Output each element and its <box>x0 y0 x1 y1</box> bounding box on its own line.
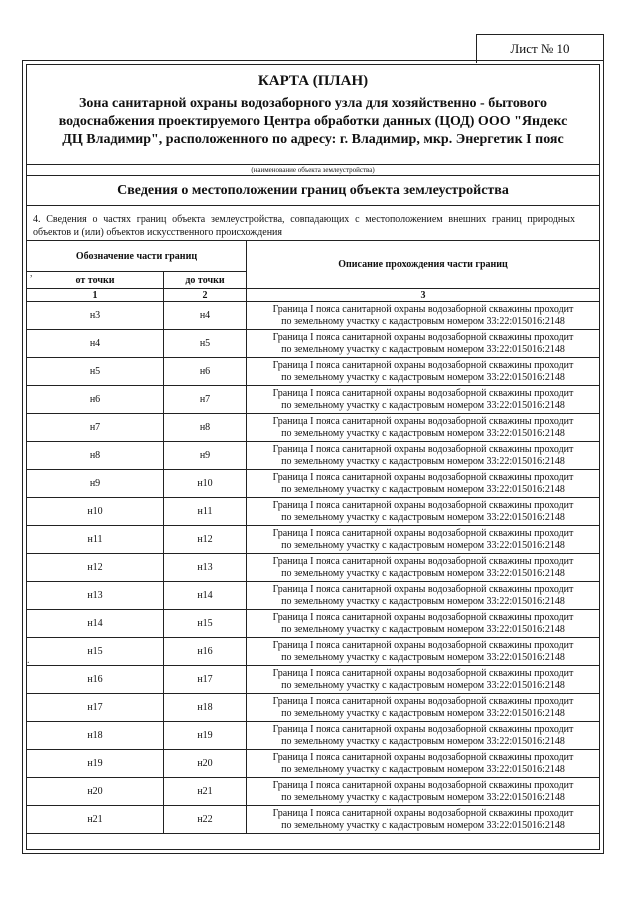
description-line-2: по земельному участку с кадастровым номером 33:22:015016:2148 <box>281 707 565 719</box>
from-point: н15 <box>27 638 164 666</box>
table-row <box>27 442 600 470</box>
from-point: н5 <box>27 358 164 386</box>
from-point: н17 <box>27 694 164 722</box>
from-point: н3 <box>27 302 164 330</box>
from-point: н20 <box>27 778 164 806</box>
boundary-description <box>247 526 600 554</box>
from-point: н12 <box>27 554 164 582</box>
boundary-description <box>247 330 600 358</box>
boundary-description <box>247 498 600 526</box>
to-point: н22 <box>164 806 247 834</box>
document-frame <box>22 60 604 854</box>
document-inner-frame <box>26 64 600 850</box>
col-number-2: 2 <box>164 289 247 302</box>
table-row <box>27 554 600 582</box>
table-row <box>27 330 600 358</box>
boundary-description <box>247 442 600 470</box>
description-line-2: по земельному участку с кадастровым номером 33:22:015016:2148 <box>281 567 565 579</box>
margin-mark: . <box>27 655 30 666</box>
boundary-description <box>247 554 600 582</box>
description-line-2: по земельному участку с кадастровым номером 33:22:015016:2148 <box>281 343 565 355</box>
col-number-3: 3 <box>247 289 600 302</box>
boundary-description <box>247 302 600 330</box>
table-row <box>27 302 600 330</box>
to-point: н11 <box>164 498 247 526</box>
description-line-1: Граница I пояса санитарной охраны водозаборной скважины проходит <box>272 527 574 539</box>
description-line-1: Граница I пояса санитарной охраны водозаборной скважины проходит <box>272 387 574 399</box>
description-line-1: Граница I пояса санитарной охраны водозаборной скважины проходит <box>272 639 574 651</box>
object-caption: (наименование объекта землеустройства) <box>27 164 599 176</box>
from-point: н11 <box>27 526 164 554</box>
table-row <box>27 470 600 498</box>
object-description: Зона санитарной охраны водозаборного узла для хозяйственно - бытового водоснабжения проектируемого Центра обработки данных (ЦОД) ООО "Яндекс ДЦ Владимир", расположенного по адресу: г. Владимир, мкр. Энергетик I пояс <box>58 96 568 147</box>
description-line-1: Граница I пояса санитарной охраны водозаборной скважины проходит <box>272 807 574 819</box>
table-row <box>27 498 600 526</box>
description-line-1: Граница I пояса санитарной охраны водозаборной скважины проходит <box>272 751 574 763</box>
item-4-text: 4. Сведения о частях границ объекта землеустройства, совпадающих с местоположением внешних границ природных объектов и (или) объектов искусственного происхождения <box>33 214 575 238</box>
description-line-1: Граница I пояса санитарной охраны водозаборной скважины проходит <box>272 471 574 483</box>
table-row <box>27 722 600 750</box>
to-point: н13 <box>164 554 247 582</box>
to-point: н12 <box>164 526 247 554</box>
table-row <box>27 582 600 610</box>
to-point: н6 <box>164 358 247 386</box>
from-point: н16 <box>27 666 164 694</box>
to-point: н8 <box>164 414 247 442</box>
description-line-1: Граница I пояса санитарной охраны водозаборной скважины проходит <box>272 303 574 315</box>
to-point: н19 <box>164 722 247 750</box>
boundary-description <box>247 610 600 638</box>
from-point: н7 <box>27 414 164 442</box>
description-line-2: по земельному участку с кадастровым номером 33:22:015016:2148 <box>281 791 565 803</box>
boundary-description <box>247 778 600 806</box>
boundary-description <box>247 582 600 610</box>
boundary-description <box>247 358 600 386</box>
table-row <box>27 806 600 834</box>
to-point: н4 <box>164 302 247 330</box>
description-line-2: по земельному участку с кадастровым номером 33:22:015016:2148 <box>281 427 565 439</box>
col-from-header: от точки <box>27 272 164 289</box>
from-point: н4 <box>27 330 164 358</box>
description-line-1: Граница I пояса санитарной охраны водозаборной скважины проходит <box>272 499 574 511</box>
description-line-1: Граница I пояса санитарной охраны водозаборной скважины проходит <box>272 779 574 791</box>
from-point: н18 <box>27 722 164 750</box>
description-line-1: Граница I пояса санитарной охраны водозаборной скважины проходит <box>272 555 574 567</box>
table-row <box>27 750 600 778</box>
from-point: н8 <box>27 442 164 470</box>
from-point: н21 <box>27 806 164 834</box>
description-line-2: по земельному участку с кадастровым номером 33:22:015016:2148 <box>281 539 565 551</box>
description-line-2: по земельному участку с кадастровым номером 33:22:015016:2148 <box>281 371 565 383</box>
group-header: Обозначение части границ <box>27 241 247 272</box>
boundary-description <box>247 414 600 442</box>
description-line-1: Граница I пояса санитарной охраны водозаборной скважины проходит <box>272 415 574 427</box>
table-row <box>27 414 600 442</box>
description-line-1: Граница I пояса санитарной охраны водозаборной скважины проходит <box>272 331 574 343</box>
boundary-description <box>247 722 600 750</box>
description-line-1: Граница I пояса санитарной охраны водозаборной скважины проходит <box>272 695 574 707</box>
description-line-2: по земельному участку с кадастровым номером 33:22:015016:2148 <box>281 819 565 831</box>
description-line-1: Граница I пояса санитарной охраны водозаборной скважины проходит <box>272 667 574 679</box>
from-point: н14 <box>27 610 164 638</box>
description-line-1: Граница I пояса санитарной охраны водозаборной скважины проходит <box>272 359 574 371</box>
sheet-number: Лист № 10 <box>476 34 604 63</box>
description-line-2: по земельному участку с кадастровым номером 33:22:015016:2148 <box>281 595 565 607</box>
description-line-2: по земельному участку с кадастровым номером 33:22:015016:2148 <box>281 511 565 523</box>
from-point: н9 <box>27 470 164 498</box>
to-point: н16 <box>164 638 247 666</box>
boundary-description <box>247 750 600 778</box>
description-line-2: по земельному участку с кадастровым номером 33:22:015016:2148 <box>281 483 565 495</box>
col-to-header: до точки <box>164 272 247 289</box>
to-point: н5 <box>164 330 247 358</box>
boundary-description <box>247 694 600 722</box>
to-point: н18 <box>164 694 247 722</box>
description-line-1: Граница I пояса санитарной охраны водозаборной скважины проходит <box>272 611 574 623</box>
to-point: н10 <box>164 470 247 498</box>
table-row <box>27 526 600 554</box>
to-point: н17 <box>164 666 247 694</box>
boundary-description <box>247 666 600 694</box>
description-line-1: Граница I пояса санитарной охраны водозаборной скважины проходит <box>272 583 574 595</box>
table-row <box>27 610 600 638</box>
description-line-2: по земельному участку с кадастровым номером 33:22:015016:2148 <box>281 623 565 635</box>
to-point: н21 <box>164 778 247 806</box>
description-line-2: по земельному участку с кадастровым номером 33:22:015016:2148 <box>281 679 565 691</box>
boundary-description <box>247 470 600 498</box>
description-line-2: по земельному участку с кадастровым номером 33:22:015016:2148 <box>281 315 565 327</box>
section-title: Сведения о местоположении границ объекта землеустройства <box>27 177 599 206</box>
boundary-table <box>26 240 600 834</box>
description-line-2: по земельному участку с кадастровым номером 33:22:015016:2148 <box>281 735 565 747</box>
to-point: н9 <box>164 442 247 470</box>
boundary-description <box>247 638 600 666</box>
page-title: КАРТА (ПЛАН) <box>257 73 369 89</box>
description-line-1: Граница I пояса санитарной охраны водозаборной скважины проходит <box>272 723 574 735</box>
table-row <box>27 638 600 666</box>
table-row <box>27 778 600 806</box>
from-point: н13 <box>27 582 164 610</box>
to-point: н14 <box>164 582 247 610</box>
description-line-1: Граница I пояса санитарной охраны водозаборной скважины проходит <box>272 443 574 455</box>
to-point: н7 <box>164 386 247 414</box>
col-number-1: 1 <box>27 289 164 302</box>
from-point: н6 <box>27 386 164 414</box>
boundary-description <box>247 386 600 414</box>
description-line-2: по земельному участку с кадастровым номером 33:22:015016:2148 <box>281 399 565 411</box>
table-row <box>27 694 600 722</box>
description-line-2: по земельному участку с кадастровым номером 33:22:015016:2148 <box>281 455 565 467</box>
table-row <box>27 666 600 694</box>
table-row <box>27 386 600 414</box>
table-body <box>27 302 600 834</box>
description-line-2: по земельному участку с кадастровым номером 33:22:015016:2148 <box>281 763 565 775</box>
from-point: н19 <box>27 750 164 778</box>
to-point: н20 <box>164 750 247 778</box>
boundary-description <box>247 806 600 834</box>
margin-mark: , <box>30 268 33 279</box>
col-desc-header: Описание прохождения части границ <box>247 241 600 289</box>
description-line-2: по земельному участку с кадастровым номером 33:22:015016:2148 <box>281 651 565 663</box>
from-point: н10 <box>27 498 164 526</box>
table-row <box>27 358 600 386</box>
to-point: н15 <box>164 610 247 638</box>
